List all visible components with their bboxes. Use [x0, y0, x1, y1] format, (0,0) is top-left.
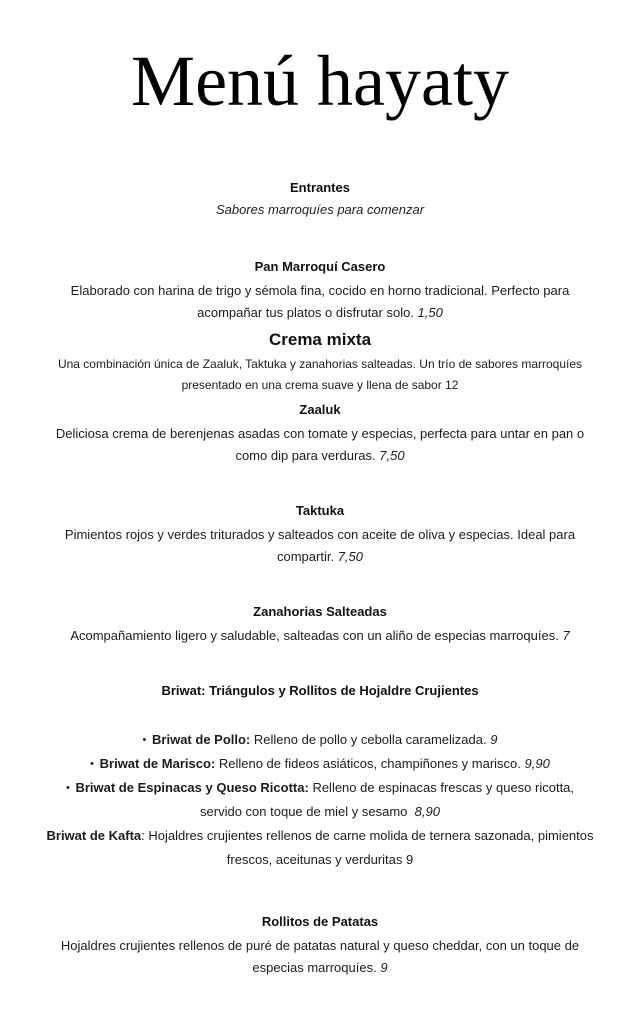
item-price: 7,50: [379, 447, 405, 463]
item-price: 1,50: [417, 305, 443, 321]
item-description-text: Acompañamiento ligero y saludable, salteadas con un aliño de especias marroquíes.: [70, 627, 559, 643]
item-description: [44, 423, 596, 467]
item-description: [44, 625, 596, 647]
item-name: Taktuka: [295, 502, 345, 518]
item-price: 7,50: [337, 548, 363, 564]
list-item-briwat-pollo: [44, 728, 596, 752]
item-description-text: Relleno de pollo y cebolla caramelizada.: [253, 731, 487, 747]
briwat-list: [44, 728, 596, 872]
list-item-briwat-marisco: [44, 752, 596, 776]
item-price: 7: [562, 627, 570, 643]
item-price: 9: [405, 851, 414, 867]
page-title: Menú hayaty: [131, 41, 509, 121]
menu-item-zanahorias-salteadas: [44, 602, 596, 647]
list-item-briwat-espinacas-ricotta: [44, 776, 596, 824]
menu-item-crema-mixta: [44, 328, 596, 396]
item-description-text: Una combinación única de Zaaluk, Taktuka y zanahorias salteadas. Un trío de sabores marroquíes presentado en una crema suave y llena de sabor: [57, 356, 583, 392]
item-name: Briwat de Espinacas y Queso Ricotta:: [75, 779, 309, 795]
item-name: Briwat de Pollo:: [152, 731, 251, 747]
item-name: Zanahorias Salteadas: [253, 603, 387, 619]
item-description: [44, 524, 596, 568]
section-briwat: [44, 681, 596, 872]
item-description-text: Pimientos rojos y verdes triturados y salteados con aceite de oliva y especias. Ideal para compartir.: [64, 526, 576, 564]
menu-item-rollitos-de-patatas: [44, 912, 596, 979]
item-description-text: Relleno de fideos asiáticos, champiñones y marisco.: [218, 755, 521, 771]
item-description: [44, 280, 596, 324]
item-description: [44, 935, 596, 979]
item-name: Briwat de Kafta: [46, 827, 142, 843]
list-item-briwat-kafta: [44, 824, 596, 872]
menu-item-pan-marroqui: [44, 257, 596, 324]
item-name: Crema mixta: [268, 330, 372, 350]
item-price: 8,90: [414, 803, 440, 819]
item-price: 9,90: [524, 755, 550, 771]
bullet-icon: •: [65, 781, 70, 794]
item-name: Zaaluk: [299, 401, 341, 417]
item-price: 12: [445, 377, 459, 392]
item-description-text: Elaborado con harina de trigo y sémola fina, cocido en horno tradicional. Perfecto para acompañar tus platos o disfrutar solo.: [70, 282, 570, 321]
menu-item-zaaluk: [44, 400, 596, 467]
item-price: 9: [380, 959, 388, 975]
item-name: Briwat de Marisco:: [99, 755, 216, 771]
section-heading: Entrantes: [290, 179, 350, 195]
section-heading: Briwat: Triángulos y Rollitos de Hojaldre Crujientes: [161, 682, 479, 698]
item-description-text: Deliciosa crema de berenjenas asadas con tomate y especias, perfecta para untar en pan o como dip para verduras.: [55, 425, 585, 463]
item-description: [44, 354, 596, 396]
item-price: 9: [490, 731, 498, 747]
bullet-icon: •: [90, 757, 95, 770]
section-entrantes-header: [44, 178, 596, 222]
item-description-text: Hojaldres crujientes rellenos de puré de patatas natural y queso cheddar, con un toque de especias marroquíes.: [60, 937, 580, 975]
section-subtitle: Sabores marroquíes para comenzar: [215, 202, 425, 218]
bullet-icon: •: [142, 733, 147, 746]
item-name: Pan Marroquí Casero: [254, 259, 386, 275]
menu-item-taktuka: [44, 501, 596, 568]
item-description-text: : Hojaldres crujientes rellenos de carne molida de ternera sazonada, pimientos frescos, aceitunas y verduritas: [141, 827, 594, 867]
item-name: Rollitos de Patatas: [261, 913, 379, 929]
item-description-text: Relleno de espinacas frescas y queso ricotta, servido con toque de miel y sesamo: [200, 779, 575, 819]
